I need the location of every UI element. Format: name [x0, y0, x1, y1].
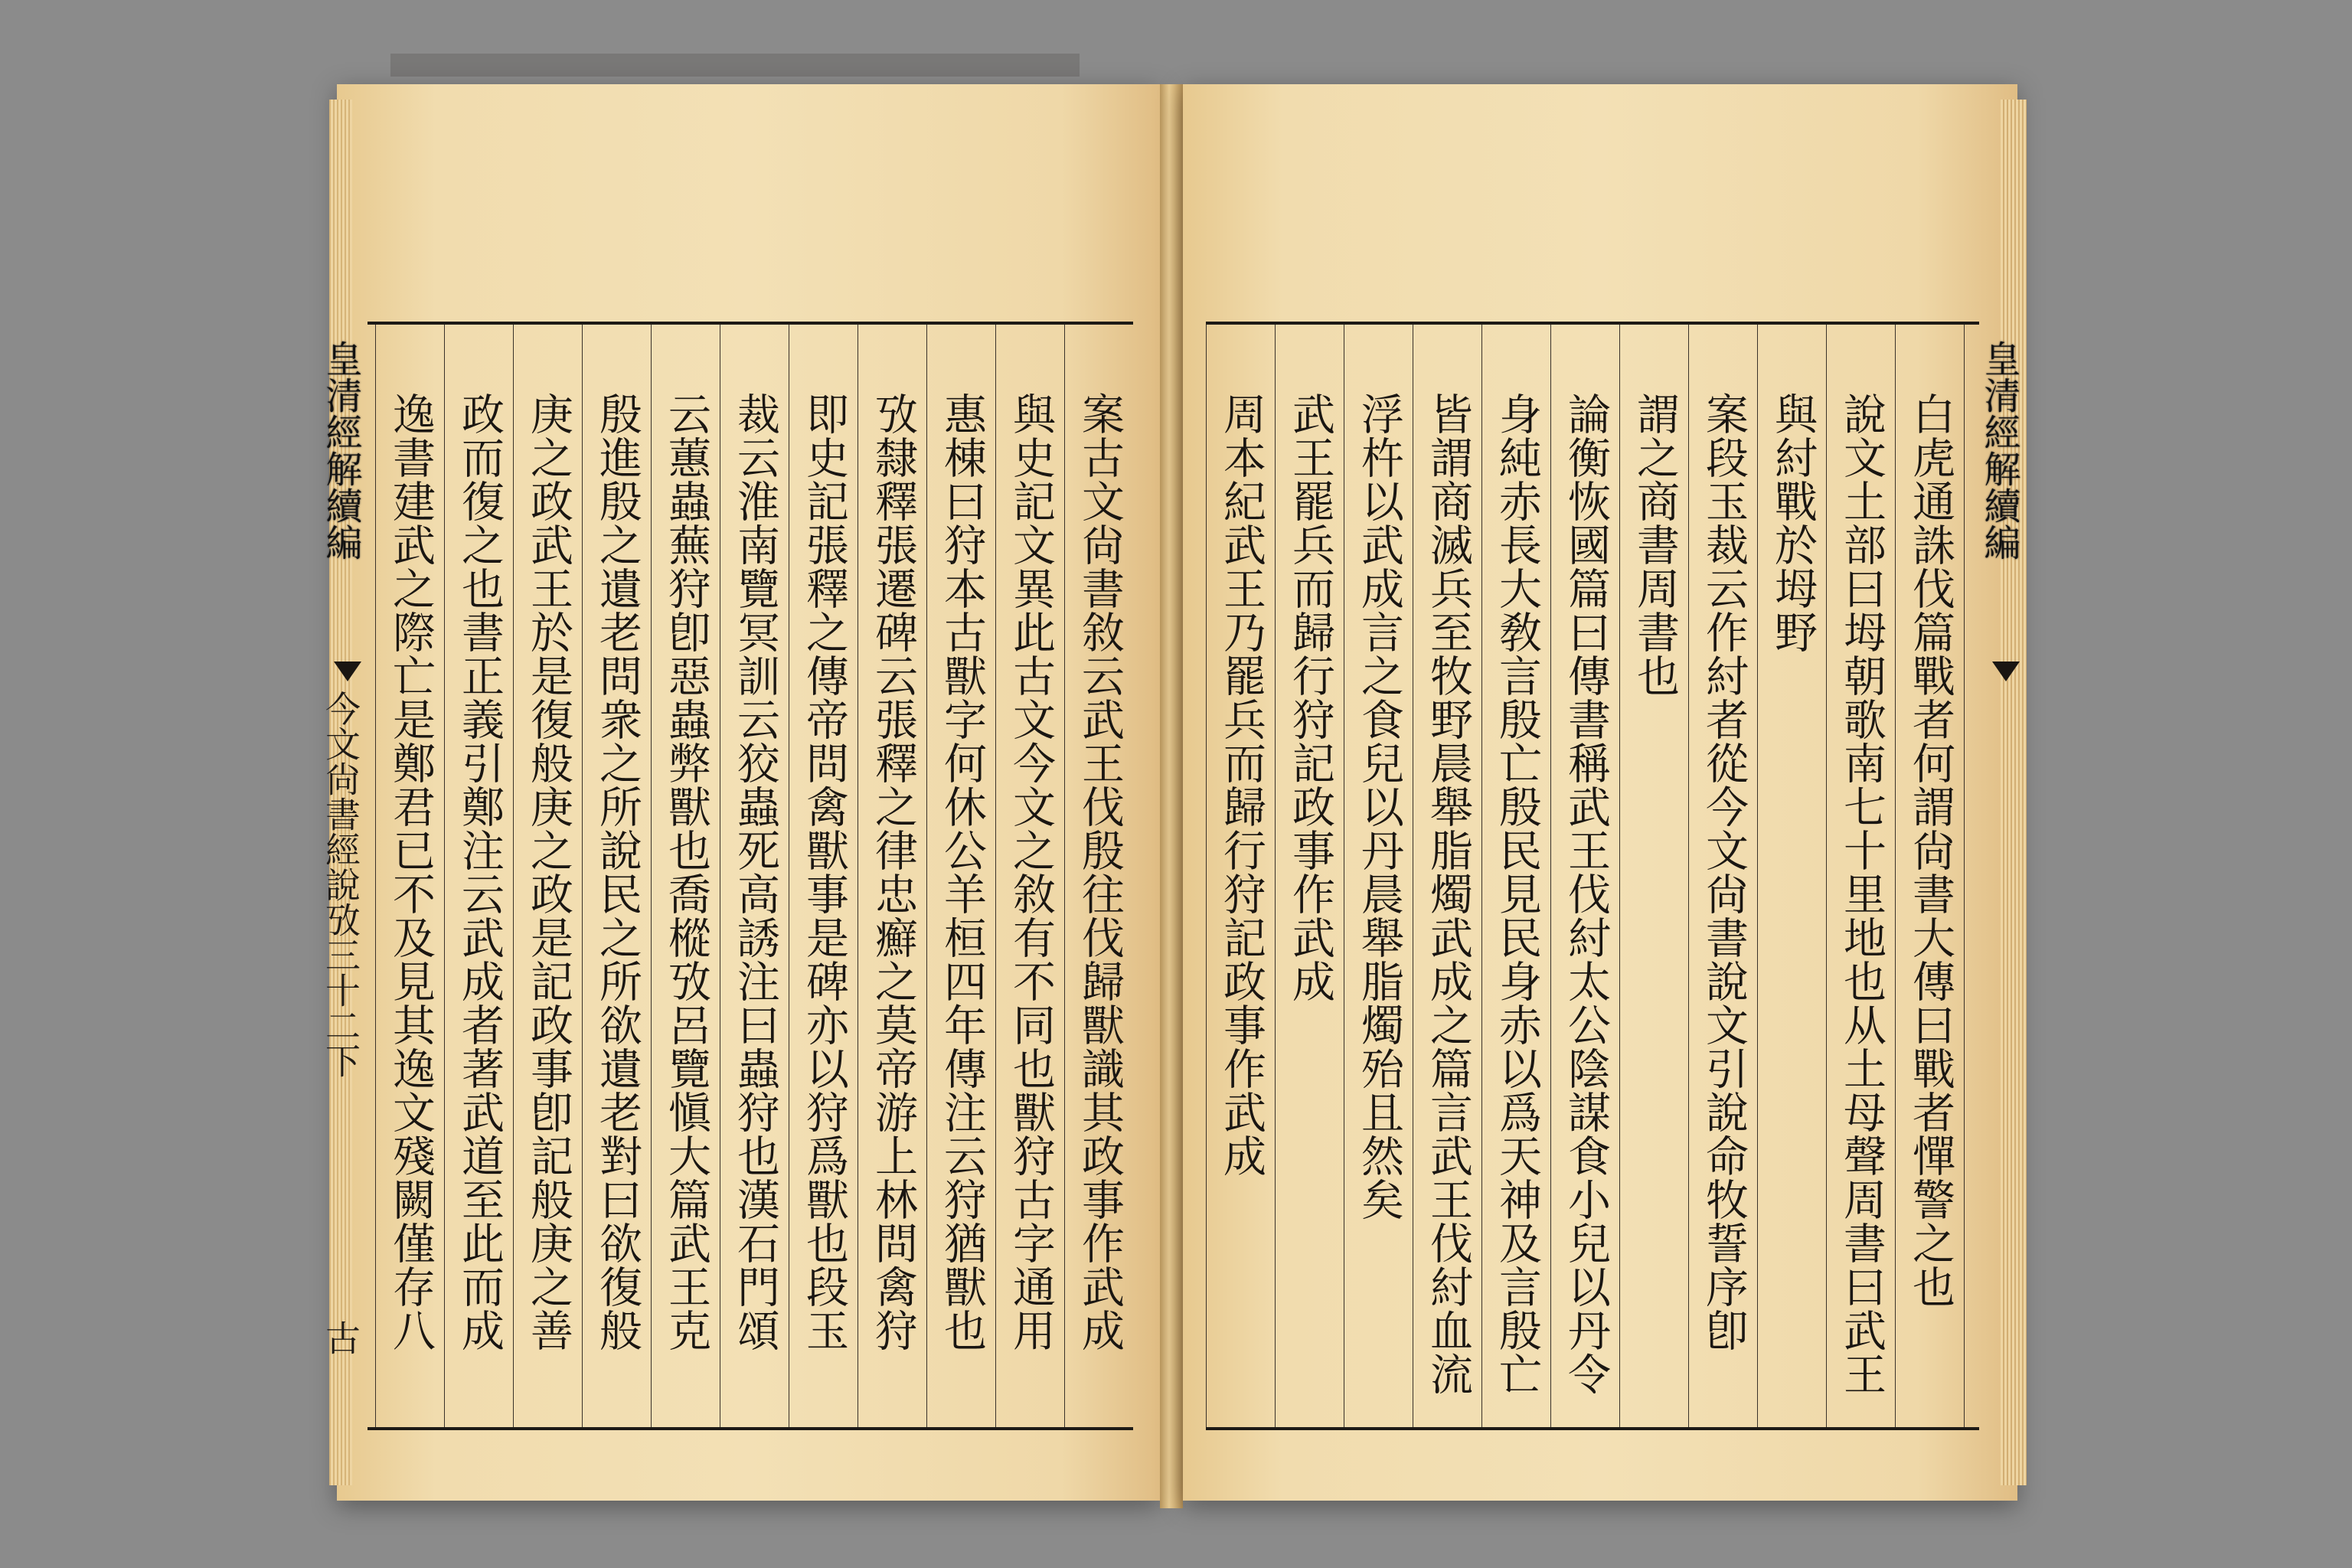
column-text: 庚之政武王於是復般庚之政是記政事卽記般庚之善	[524, 392, 573, 1352]
text-column	[1757, 325, 1827, 1427]
text-column	[1895, 325, 1965, 1427]
text-column	[1688, 325, 1758, 1427]
text-column	[1481, 325, 1551, 1427]
text-column	[1206, 325, 1276, 1427]
column-text: 案段玉裁云作紂者從今文尙書說文引說命牧誓序卽	[1699, 392, 1749, 1352]
left-page-frame	[319, 322, 1133, 1430]
column-text: 論衡恢國篇曰傳書稱武王伐紂太公陰謀食小兒以丹令	[1561, 392, 1611, 1396]
column-text: 云蕙蟲蕪狩卽惡蟲弊獸也喬樅攷呂覽愼大篇武王克	[662, 392, 711, 1352]
text-column	[858, 325, 927, 1427]
book-gutter	[1160, 84, 1183, 1508]
text-column	[375, 325, 445, 1427]
column-text: 說文土部曰坶朝歌南七十里地也从土母聲周書曰武王	[1837, 392, 1886, 1396]
column-text: 白虎通誅伐篇戰者何謂尙書大傳曰戰者憚警之也	[1906, 392, 1955, 1308]
fishtail-mark	[1992, 662, 2020, 681]
leaf-number: 古	[320, 1320, 361, 1355]
text-column	[995, 325, 1065, 1427]
text-column	[1826, 325, 1896, 1427]
text-column	[651, 325, 720, 1427]
banxin-title: 皇清經解續編	[319, 340, 362, 560]
text-column	[444, 325, 514, 1427]
column-text: 與紂戰於坶野	[1768, 392, 1818, 654]
open-book	[319, 84, 2021, 1524]
text-column	[513, 325, 583, 1427]
column-text: 政而復之也書正義引鄭注云武成者著武道至此而成	[455, 392, 505, 1352]
text-column	[1550, 325, 1620, 1427]
text-column	[1619, 325, 1689, 1427]
text-column	[789, 325, 858, 1427]
column-text: 案古文尙書敘云武王伐殷往伐歸獸識其政事作武成	[1075, 392, 1125, 1352]
banxin-title: 皇清經解續編	[1978, 340, 2020, 560]
column-text: 殷進殷之遺老問衆之所說民之所欲遺老對曰欲復般	[593, 392, 642, 1352]
text-column	[582, 325, 652, 1427]
text-column	[1064, 325, 1134, 1427]
column-text: 身純赤長大敎言殷亡殷民見民身赤以爲天神及言殷亡	[1492, 392, 1542, 1396]
left-page	[319, 84, 1160, 1501]
text-column	[1413, 325, 1482, 1427]
column-text: 惠棟曰狩本古獸字何休公羊桓四年傳注云狩猶獸也	[937, 392, 987, 1352]
text-column	[926, 325, 996, 1427]
bleed-through-shadow	[390, 54, 1080, 77]
column-text: 謂之商書周書也	[1630, 392, 1680, 697]
column-text: 攷隸釋張遷碑云張釋之律忠癬之莫帝游上林問禽狩	[868, 392, 918, 1352]
column-text: 皆謂商滅兵至牧野晨舉脂燭武成之篇言武王伐紂血流	[1423, 392, 1473, 1396]
column-text: 浮杵以武成言之食兒以丹晨舉脂燭殆且然矣	[1354, 392, 1404, 1221]
column-text: 即史記張釋之傳帝問禽獸事是碑亦以狩爲獸也段玉	[799, 392, 849, 1352]
banxin-section: 今文尙書經說攷三十二下	[320, 691, 361, 1078]
column-text: 與史記文異此古文今文之敘有不同也獸狩古字通用	[1006, 392, 1056, 1352]
text-column	[1275, 325, 1344, 1427]
column-text: 周本紀武王乃罷兵而歸行狩記政事作武成	[1217, 392, 1266, 1178]
right-page	[1183, 84, 2020, 1501]
fishtail-mark	[334, 662, 361, 681]
column-text: 裁云淮南覽冥訓云狡蟲死高誘注曰蟲狩也漢石門頌	[730, 392, 780, 1352]
right-page-frame	[1206, 322, 2020, 1430]
text-column	[1344, 325, 1413, 1427]
banxin-strip	[306, 325, 375, 1427]
column-text: 武王罷兵而歸行狩記政事作武成	[1285, 392, 1335, 1003]
column-text: 逸書建武之際亡是鄭君已不及見其逸文殘闕僅存八	[386, 392, 436, 1352]
text-column	[720, 325, 789, 1427]
banxin-strip	[1964, 325, 2034, 1427]
